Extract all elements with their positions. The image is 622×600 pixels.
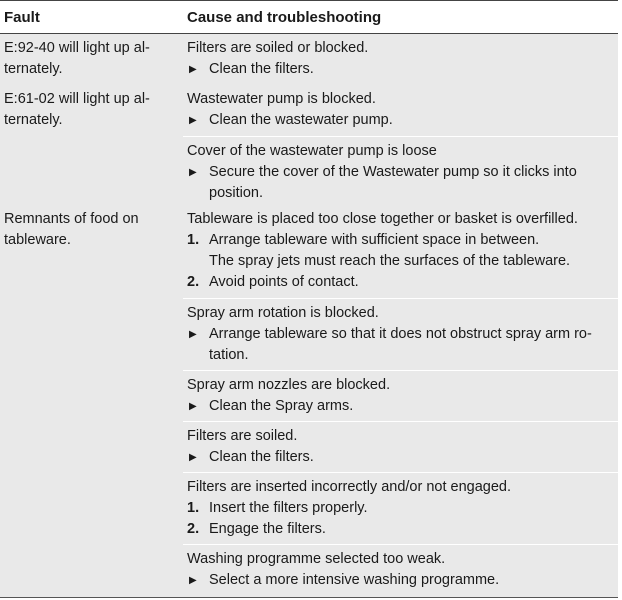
table-header [0, 0, 618, 34]
fault-text: Remnants of food on [4, 211, 139, 227]
cause-cell [183, 298, 618, 371]
cause-title: Filters are soiled or blocked. [187, 40, 369, 56]
step-text: Avoid points of contact. [209, 274, 359, 290]
table-row [0, 34, 618, 86]
cause-title: Tableware is placed too close together or basket is overfilled. [187, 211, 578, 227]
step-number: 2. [187, 521, 200, 537]
arrow-bullet-icon: ▶ [189, 115, 197, 126]
header-fault: Fault [4, 9, 40, 26]
cause-cell [183, 136, 618, 209]
step-number: 2. [187, 274, 200, 290]
fault-text: E:92-40 will light up al- [4, 40, 150, 56]
cause-title: Filters are inserted incorrectly and/or not engaged. [187, 479, 512, 495]
arrow-bullet-icon: ▶ [189, 329, 197, 340]
step-text: Engage the filters. [209, 521, 326, 537]
cause-title: Spray arm nozzles are blocked. [187, 377, 391, 393]
cause-title: Washing programme selected too weak. [187, 551, 446, 567]
step-text: Arrange tableware with sufficient space in between. [209, 232, 540, 248]
cause-cell [183, 34, 618, 85]
step-text: Secure the cover of the Wastewater pump so it clicks into [209, 164, 577, 180]
step-text: Clean the filters. [209, 61, 314, 77]
step-text: position. [209, 185, 264, 201]
cause-cell [183, 544, 618, 596]
step-text: Clean the filters. [209, 449, 314, 465]
fault-text: tableware. [4, 232, 71, 248]
header-cause: Cause and troubleshooting [187, 9, 382, 26]
step-text: Arrange tableware so that it does not obstruct spray arm ro- [209, 326, 592, 342]
cause-cell [183, 421, 618, 473]
fault-text: E:61-02 will light up al- [4, 91, 150, 107]
cause-title: Cover of the wastewater pump is loose [187, 143, 437, 159]
step-number: 1. [187, 500, 200, 516]
fault-cell [4, 209, 174, 251]
arrow-bullet-icon: ▶ [189, 452, 197, 463]
step-text: Insert the filters properly. [209, 500, 368, 516]
step-text: Clean the wastewater pump. [209, 112, 393, 128]
cause-title: Wastewater pump is blocked. [187, 91, 376, 107]
arrow-bullet-icon: ▶ [189, 575, 197, 586]
step-number: 1. [187, 232, 200, 248]
step-text: The spray jets must reach the surfaces of the tableware. [209, 253, 571, 269]
table-row [0, 205, 618, 598]
fault-cell [4, 38, 174, 80]
arrow-bullet-icon: ▶ [189, 401, 197, 412]
cause-title: Spray arm rotation is blocked. [187, 305, 379, 321]
arrow-bullet-icon: ▶ [189, 64, 197, 75]
cause-cell [183, 205, 618, 298]
arrow-bullet-icon: ▶ [189, 167, 197, 178]
fault-text: ternately. [4, 61, 63, 77]
cause-cell [183, 85, 618, 136]
cause-title: Filters are soiled. [187, 428, 298, 444]
fault-cell [4, 89, 174, 131]
step-text: Clean the Spray arms. [209, 398, 354, 414]
table-row [0, 85, 618, 206]
fault-text: ternately. [4, 112, 63, 128]
cause-cell [183, 370, 618, 422]
step-text: tation. [209, 347, 249, 363]
cause-cell [183, 472, 618, 545]
step-text: Select a more intensive washing programme. [209, 572, 500, 588]
